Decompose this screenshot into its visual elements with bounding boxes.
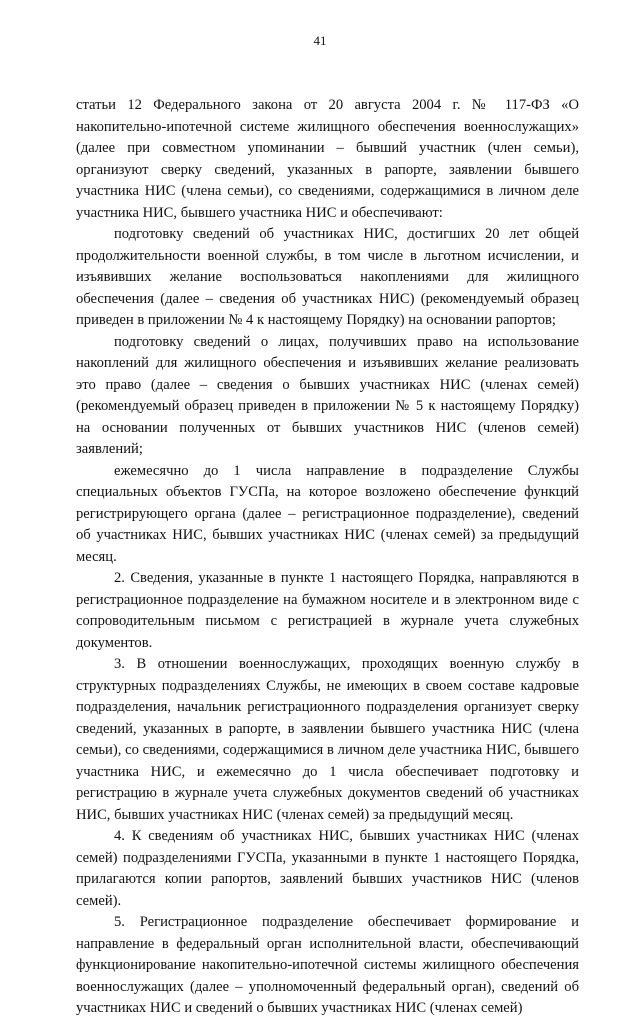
paragraph-item-2: 2. Сведения, указанные в пункте 1 настоящего Порядка, направляются в регистрационное подразделение на бумажном носителе и в электронном виде с сопроводительным письмом с регистрацией в журнале учета служебных документов. (76, 570, 579, 651)
document-body (76, 95, 579, 1020)
page-number: 41 (313, 33, 327, 48)
paragraph-item-4: 4. К сведениям об участниках НИС, бывших участниках НИС (членах семей) подразделениями ГУСПа, указанными в пункте 1 настоящего Порядка, прилагаются копии рапортов, заявлений бывших участников НИС (членов семей). (76, 828, 579, 909)
paragraph-monthly-submission: ежемесячно до 1 числа направление в подразделение Службы специальных объектов ГУСПа, на которое возложено обеспечение функций регистрирующего органа (далее – регистрационное подразделение), сведений об участниках НИС, бывших участниках НИС (членах семей) за предыдущий месяц. (76, 462, 579, 565)
paragraph-continuation: статьи 12 Федерального закона от 20 августа 2004 г. № 117-ФЗ «О накопительно-ипотечной системе жилищного обеспечения военнослужащих» (далее при совместном упоминании – бывший участник (член семьи), организуют сверку сведений, указанных в рапорте, заявлении бывшего участника НИС (члена семьи), со сведениями, содержащимися в личном деле участника НИС, бывшего участника НИС и обеспечивают: (76, 97, 579, 221)
paragraph-participants-info: подготовку сведений об участниках НИС, достигших 20 лет общей продолжительности военной службы, в том числе в льготном исчислении, и изъявивших желание воспользоваться накоплениями для жилищного обеспечения (далее – сведения об участниках НИС) (рекомендуемый образец приведен в приложении № 4 к настоящему Порядку) на основании рапортов; (76, 226, 579, 328)
paragraph-item-5: 5. Регистрационное подразделение обеспечивает формирование и направление в федеральный орган исполнительной власти, обеспечивающий функционирование накопительно-ипотечной системы жилищного обеспечения военнослужащих (далее – уполномоченный федеральный орган), сведений об участниках НИС и сведений о бывших участниках НИС (членах семей) (76, 914, 579, 1016)
paragraph-former-participants-info: подготовку сведений о лицах, получивших право на использование накоплений для жилищного обеспечения и изъявивших желание реализовать это право (далее – сведения о бывших участниках НИС (членах семей) (рекомендуемый образец приведен в приложении № 5 к настоящему Порядку) на основании полученных от бывших участников НИС (членов семей) заявлений; (76, 333, 579, 457)
paragraph-item-3: 3. В отношении военнослужащих, проходящих военную службу в структурных подразделениях Службы, не имеющих в своем составе кадровые подразделения, начальник регистрационного подразделения организует сверку сведений, указанных в рапорте, в заявлении бывшего участника НИС (члена семьи), со сведениями, содержащимися в личном деле участника НИС, бывшего участника НИС, и ежемесячно до 1 числа обеспечивает подготовку и регистрацию в журнале учета служебных документов сведений об участниках НИС, бывших участниках НИС (членах семей) за предыдущий месяц. (76, 656, 579, 823)
